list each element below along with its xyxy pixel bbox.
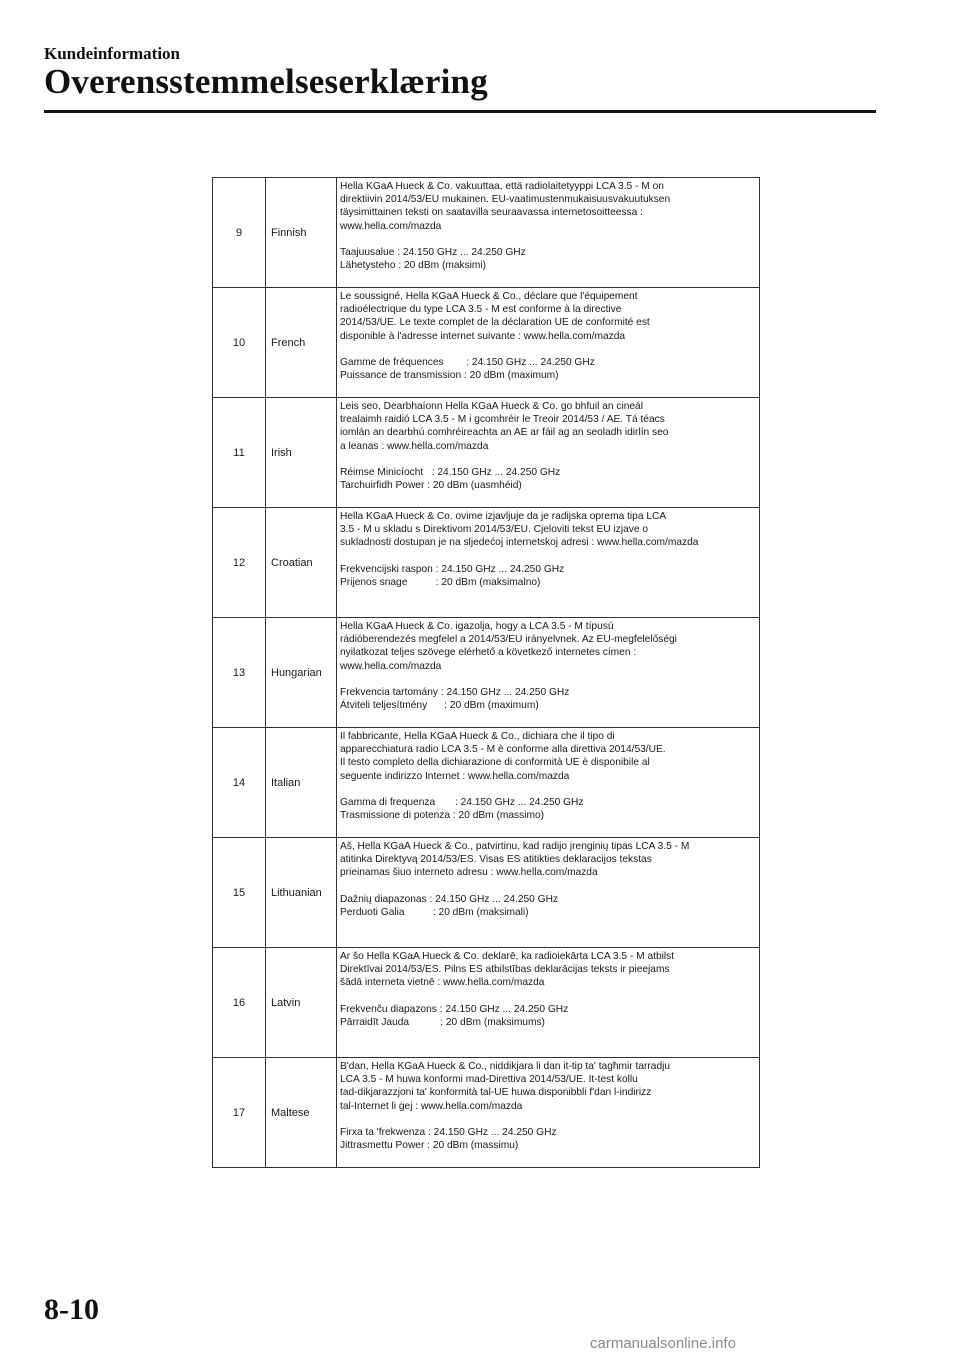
paragraph-gap xyxy=(340,233,756,246)
declaration-text: Hella KGaA Hueck & Co. vakuuttaa, että radiolaitetyyppi LCA 3.5 - M on direktiivin 2014/53/EU mukainen. EU-vaatimustenmukaisuusvakuutuksen täysimittainen teksti on saatavilla seuraavassa internetosoitteessa : www.hella.com/mazda xyxy=(340,181,671,232)
declaration-cell xyxy=(337,508,760,618)
paragraph-gap xyxy=(340,990,756,1003)
frequency-power-specs: Firxa ta 'frekwenza : 24.150 GHz ... 24.250 GHz Jittrasmettu Power : 20 dBm (massimu) xyxy=(340,1126,557,1152)
row-number: 13 xyxy=(213,618,266,728)
table-row xyxy=(213,398,760,508)
title-divider xyxy=(44,110,876,113)
row-number: 10 xyxy=(213,288,266,398)
row-language: Latvin xyxy=(266,948,337,1058)
row-language: Hungarian xyxy=(266,618,337,728)
watermark: carmanualsonline.info xyxy=(590,1335,736,1352)
declaration-cell xyxy=(337,948,760,1058)
table-row xyxy=(213,948,760,1058)
row-number: 9 xyxy=(213,178,266,288)
section-label: Kundeinformation xyxy=(44,44,181,63)
row-language: Irish xyxy=(266,398,337,508)
declaration-text: Aš, Hella KGaA Hueck & Co., patvirtinu, kad radijo įrenginių tipas LCA 3.5 - M atitinka Direktyvą 2014/53/ES. Visas ES atitikties deklaracijos tekstas prieinamas šiuo interneto adresu : www.hella.com/mazda xyxy=(340,841,690,879)
declaration-cell xyxy=(337,1058,760,1168)
frequency-power-specs: Gamme de fréquences : 24.150 GHz ... 24.250 GHz Puissance de transmission : 20 dBm (maximum) xyxy=(340,356,595,382)
frequency-power-specs: Réimse Minicíocht : 24.150 GHz ... 24.250 GHz Tarchuirfidh Power : 20 dBm (uasmhéid) xyxy=(340,466,561,492)
paragraph-gap xyxy=(340,1113,756,1126)
row-number: 16 xyxy=(213,948,266,1058)
table-row xyxy=(213,288,760,398)
row-language: French xyxy=(266,288,337,398)
paragraph-gap xyxy=(340,673,756,686)
declaration-text: B'dan, Hella KGaA Hueck & Co., niddikjara li dan it-tip ta' tagħmir tarradju LCA 3.5 - M huwa konformi mad-Direttiva 2014/53/UE. It-test kollu tad-dikjarazzjoni ta' konformità tal-UE huwa disponibbli f'dan l-indirizz tal-Internet li ġej : www.hella.com/mazda xyxy=(340,1061,671,1112)
paragraph-gap xyxy=(340,453,756,466)
row-number: 17 xyxy=(213,1058,266,1168)
paragraph-gap xyxy=(340,783,756,796)
declaration-text: Hella KGaA Hueck & Co. igazolja, hogy a LCA 3.5 - M típusú rádióberendezés megfelel a 2014/53/EU irányelvnek. Az EU-megfelelőségi nyilatkozat teljes szövege elérhető a következő internetes címen : www.hella.com/mazda xyxy=(340,621,677,672)
paragraph-gap xyxy=(340,550,756,563)
page-title: Overensstemmelseserklæring xyxy=(44,62,488,101)
row-number: 11 xyxy=(213,398,266,508)
row-number: 15 xyxy=(213,838,266,948)
table-row xyxy=(213,838,760,948)
declaration-cell xyxy=(337,838,760,948)
frequency-power-specs: Frekvencia tartomány : 24.150 GHz ... 24.250 GHz Átviteli teljesítmény : 20 dBm (maximum) xyxy=(340,686,570,712)
row-number: 14 xyxy=(213,728,266,838)
declaration-cell xyxy=(337,398,760,508)
frequency-power-specs: Taajuusalue : 24.150 GHz ... 24.250 GHz Lähetysteho : 20 dBm (maksimi) xyxy=(340,246,526,272)
row-number: 12 xyxy=(213,508,266,618)
table-row xyxy=(213,618,760,728)
frequency-power-specs: Frekvencijski raspon : 24.150 GHz ... 24.250 GHz Prijenos snage : 20 dBm (maksimalno) xyxy=(340,563,565,588)
declaration-table-body xyxy=(213,178,760,1168)
declaration-text: Hella KGaA Hueck & Co. ovime izjavljuje da je radijska oprema tipa LCA 3.5 - M u skladu s Direktivom 2014/53/EU. Cjeloviti tekst EU izjave o sukladnosti dostupan je na sljedećoj internetskoj adresi : www.hella.com/mazda xyxy=(340,511,699,549)
declaration-cell xyxy=(337,618,760,728)
row-language: Lithuanian xyxy=(266,838,337,948)
declaration-text: Ar šo Hella KGaA Hueck & Co. deklarē, ka radioiekārta LCA 3.5 - M atbilst Direktīvai 2014/53/ES. Pilns ES atbilstības deklarācijas teksts ir pieejams šādā interneta vietnē : www.hella.com/mazda xyxy=(340,951,675,989)
paragraph-gap xyxy=(340,343,756,356)
declaration-table xyxy=(212,177,760,1168)
frequency-power-specs: Gamma di frequenza : 24.150 GHz ... 24.250 GHz Trasmissione di potenza : 20 dBm (massimo) xyxy=(340,796,584,822)
declaration-cell xyxy=(337,178,760,288)
declaration-text: Il fabbricante, Hella KGaA Hueck & Co., dichiara che il tipo di apparecchiatura radio LCA 3.5 - M è conforme alla direttiva 2014/53/UE. Il testo completo della dichiarazione di conformità UE è disponibile al seguente indirizzo Internet : www.hella.com/mazda xyxy=(340,731,666,782)
declaration-text: Le soussigné, Hella KGaA Hueck & Co., déclare que l'équipement radioélectrique du type LCA 3.5 - M est conforme à la directive 2014/53/UE. Le texte complet de la déclaration UE de conformité est disponible à l'adresse internet suivante : www.hella.com/mazda xyxy=(340,291,650,342)
declaration-cell xyxy=(337,288,760,398)
frequency-power-specs: Frekvenču diapazons : 24.150 GHz ... 24.250 GHz Pārraidīt Jauda : 20 dBm (maksimums) xyxy=(340,1003,569,1028)
table-row xyxy=(213,1058,760,1168)
row-language: Finnish xyxy=(266,178,337,288)
row-language: Maltese xyxy=(266,1058,337,1168)
table-row xyxy=(213,508,760,618)
row-language: Croatian xyxy=(266,508,337,618)
frequency-power-specs: Dažnių diapazonas : 24.150 GHz ... 24.250 GHz Perduoti Galia : 20 dBm (maksimali) xyxy=(340,893,559,918)
table-row xyxy=(213,728,760,838)
row-language: Italian xyxy=(266,728,337,838)
page-number: 8-10 xyxy=(44,1293,99,1326)
paragraph-gap xyxy=(340,880,756,893)
declaration-cell xyxy=(337,728,760,838)
declaration-text: Leis seo, Dearbhaíonn Hella KGaA Hueck & Co. go bhfuil an cineál trealaimh raidió LCA 3.5 - M i gcomhréir le Treoir 2014/53 / AE. Tá téacs iomlán an dearbhú comhréireachta an AE ar fáil ag an seoladh idirlín seo a leanas : www.hella.com/mazda xyxy=(340,401,669,452)
table-row xyxy=(213,178,760,288)
